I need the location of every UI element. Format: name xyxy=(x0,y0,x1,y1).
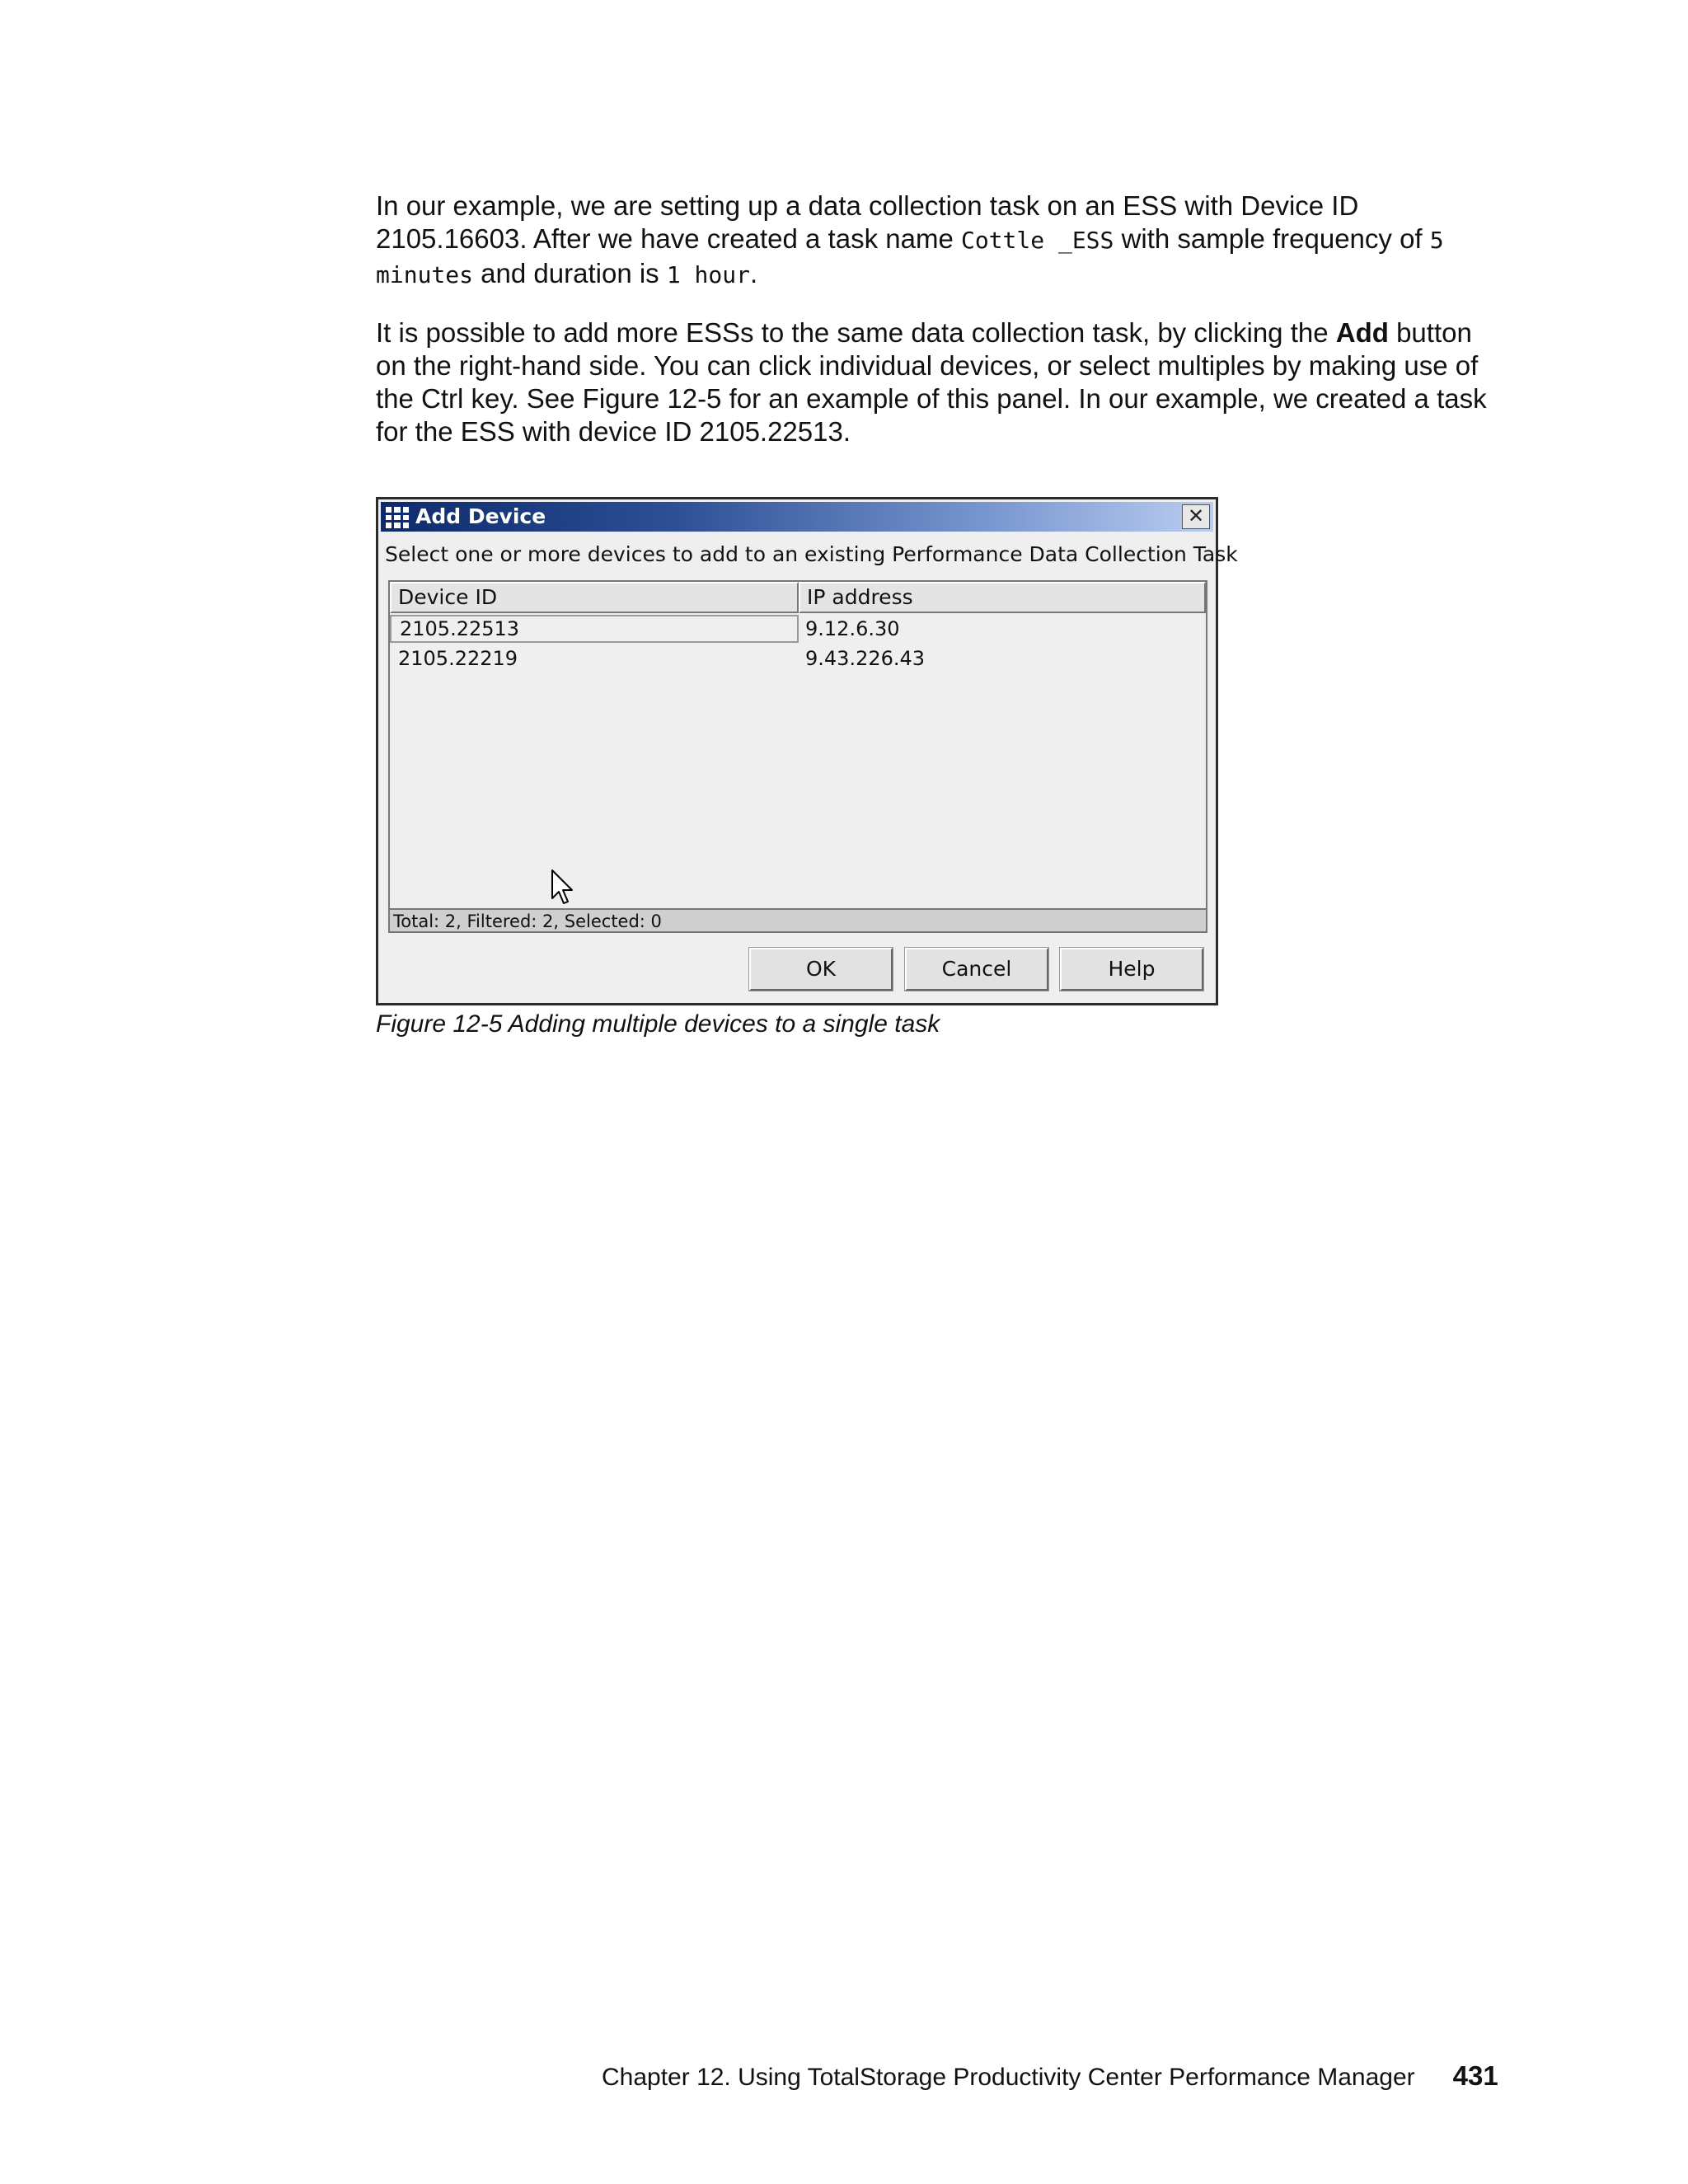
close-icon: ✕ xyxy=(1187,504,1205,527)
paragraph-text: button on the right-hand side. You can click individual devices, or select multiples by making use of the Ctrl key. See Figure 12-5 for an example of this panel. In our example, we created a task for the ESS with device ID 2105.22513. xyxy=(376,317,1487,447)
app-grid-icon xyxy=(386,507,409,528)
device-id-cell: 2105.22513 xyxy=(390,615,799,643)
add-bold-text: Add xyxy=(1335,317,1389,348)
paragraph-text: . xyxy=(750,258,758,288)
ip-address-cell: 9.12.6.30 xyxy=(805,617,900,640)
paragraph-text: with sample frequency of xyxy=(1114,223,1430,254)
page-footer xyxy=(602,2060,1498,2092)
figure-caption: Figure 12-5 Adding multiple devices to a single task xyxy=(376,1010,940,1038)
dialog-title: Add Device xyxy=(415,504,546,528)
mouse-pointer-icon xyxy=(551,869,575,907)
device-table xyxy=(388,580,1207,933)
paragraph-add-more xyxy=(376,316,1505,448)
column-header-ip-address[interactable]: IP address xyxy=(799,582,1206,613)
dialog-instruction: Select one or more devices to add to an existing Performance Data Collection Task xyxy=(385,542,1238,566)
page-number: 431 xyxy=(1452,2060,1498,2091)
task-name-code: Cottle _ESS xyxy=(960,227,1114,254)
table-row[interactable] xyxy=(390,644,1206,673)
paragraph-text: It is possible to add more ESSs to the same data collection task, by clicking the xyxy=(376,317,1336,348)
dialog-titlebar[interactable] xyxy=(381,502,1213,532)
add-device-dialog xyxy=(376,497,1238,1005)
table-row[interactable] xyxy=(390,615,1206,643)
table-status-bar: Total: 2, Filtered: 2, Selected: 0 xyxy=(390,908,1206,931)
ip-address-cell: 9.43.226.43 xyxy=(805,647,926,670)
close-button[interactable] xyxy=(1182,504,1210,529)
paragraph-example xyxy=(376,190,1505,292)
duration-code: 1 hour xyxy=(666,261,750,288)
chapter-title: Chapter 12. Using TotalStorage Productivity Center Performance Manager xyxy=(602,2064,1415,2091)
paragraph-text: and duration is xyxy=(473,258,667,288)
frequency-code: 5 minutes xyxy=(376,227,1444,288)
column-header-device-id[interactable]: Device ID xyxy=(390,582,799,613)
table-header xyxy=(390,582,1206,613)
ok-button[interactable]: OK xyxy=(749,948,893,991)
device-id-cell: 2105.22219 xyxy=(398,647,518,670)
help-button[interactable]: Help xyxy=(1060,948,1203,991)
paragraph-text: In our example, we are setting up a data collection task on an ESS with Device ID 2105.16603. After we have created a task name xyxy=(376,190,1359,254)
cancel-button[interactable]: Cancel xyxy=(905,948,1048,991)
